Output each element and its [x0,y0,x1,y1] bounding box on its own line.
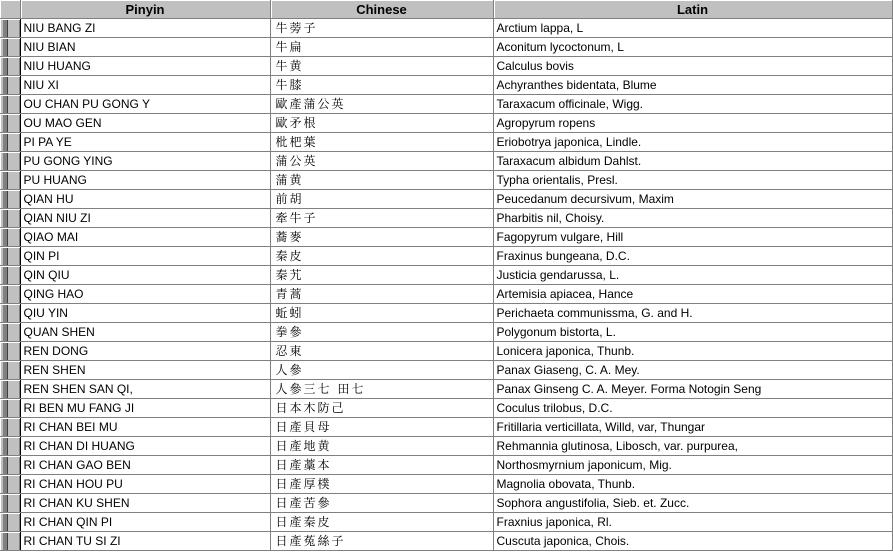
row-selector[interactable] [0,95,20,114]
cell-pinyin[interactable]: NIU BIAN [20,38,270,57]
cell-pinyin[interactable]: RI CHAN GAO BEN [20,456,270,475]
row-selector[interactable] [0,190,20,209]
cell-chinese[interactable]: 秦皮 [270,247,493,266]
row-selector[interactable] [0,171,20,190]
table-row[interactable] [0,38,892,57]
cell-pinyin[interactable]: RI CHAN DI HUANG [20,437,270,456]
row-selector[interactable] [0,475,20,494]
select-all-corner[interactable] [0,0,20,19]
row-selector-marker [3,172,8,189]
row-selector[interactable] [0,342,20,361]
cell-latin[interactable]: Aconitum lycoctonum, L [493,38,892,57]
cell-latin[interactable]: Cuscuta japonica, Chois. [493,532,892,551]
row-selector[interactable] [0,437,20,456]
header-row [0,0,892,19]
row-selector[interactable] [0,38,20,57]
row-selector-marker [3,134,8,151]
cell-chinese[interactable]: 歐產蒲公英 [270,95,493,114]
row-selector-marker [3,343,8,360]
table-row[interactable] [0,57,892,76]
row-selector-marker [3,533,8,550]
row-selector[interactable] [0,361,20,380]
cell-pinyin[interactable]: RI CHAN KU SHEN [20,494,270,513]
cell-chinese[interactable]: 牛黄 [270,57,493,76]
row-selector[interactable] [0,76,20,95]
cell-latin[interactable]: Fraxinus bungeana, D.C. [493,247,892,266]
table-row[interactable] [0,247,892,266]
cell-latin[interactable]: Typha orientalis, Presl. [493,171,892,190]
row-selector-marker [3,39,8,56]
cell-chinese[interactable]: 蕎麥 [270,228,493,247]
table-row[interactable] [0,304,892,323]
row-selector[interactable] [0,228,20,247]
table-row[interactable] [0,228,892,247]
cell-chinese[interactable]: 前胡 [270,190,493,209]
cell-chinese[interactable]: 歐矛根 [270,114,493,133]
row-selector-marker [3,495,8,512]
cell-latin[interactable]: Panax Ginseng C. A. Meyer. Forma Notogin Seng [493,380,892,399]
row-selector-marker [3,20,8,37]
table-row[interactable] [0,513,892,532]
cell-chinese[interactable]: 蚯蚓 [270,304,493,323]
row-selector-marker [3,438,8,455]
cell-pinyin[interactable]: RI BEN MU FANG JI [20,399,270,418]
cell-chinese[interactable]: 忍東 [270,342,493,361]
cell-latin[interactable]: Sophora angustifolia, Sieb. et. Zucc. [493,494,892,513]
cell-chinese[interactable]: 日產貝母 [270,418,493,437]
cell-latin[interactable]: Perichaeta communissma, G. and H. [493,304,892,323]
row-selector[interactable] [0,513,20,532]
table-row[interactable] [0,152,892,171]
cell-latin[interactable]: Artemisia apiacea, Hance [493,285,892,304]
cell-chinese[interactable]: 日產秦皮 [270,513,493,532]
row-selector-marker [3,77,8,94]
cell-chinese[interactable]: 日產厚樸 [270,475,493,494]
cell-chinese[interactable]: 人參 [270,361,493,380]
cell-pinyin[interactable]: OU MAO GEN [20,114,270,133]
table-row[interactable] [0,494,892,513]
cell-pinyin[interactable]: QIAN NIU ZI [20,209,270,228]
row-selector-marker [3,400,8,417]
row-selector[interactable] [0,19,20,38]
row-selector-marker [3,381,8,398]
cell-pinyin[interactable]: QIN QIU [20,266,270,285]
cell-latin[interactable]: Achyranthes bidentata, Blume [493,76,892,95]
row-selector[interactable] [0,209,20,228]
cell-chinese[interactable]: 日產菟絲子 [270,532,493,551]
row-selector-marker [3,419,8,436]
cell-latin[interactable]: Coculus trilobus, D.C. [493,399,892,418]
table-row[interactable] [0,266,892,285]
cell-latin[interactable]: Calculus bovis [493,57,892,76]
table-row[interactable] [0,190,892,209]
cell-pinyin[interactable]: NIU HUANG [20,57,270,76]
table-row[interactable] [0,399,892,418]
cell-latin[interactable]: Arctium lappa, L [493,19,892,38]
row-selector-marker [3,115,8,132]
cell-chinese[interactable]: 日本木防己 [270,399,493,418]
cell-pinyin[interactable]: RI CHAN BEI MU [20,418,270,437]
cell-pinyin[interactable]: NIU BANG ZI [20,19,270,38]
row-selector-marker [3,286,8,303]
cell-latin[interactable]: Peucedanum decursivum, Maxim [493,190,892,209]
cell-pinyin[interactable]: RI CHAN HOU PU [20,475,270,494]
row-selector[interactable] [0,304,20,323]
row-selector-marker [3,248,8,265]
table-row[interactable] [0,133,892,152]
cell-latin[interactable]: Pharbitis nil, Choisy. [493,209,892,228]
cell-pinyin[interactable]: OU CHAN PU GONG Y [20,95,270,114]
cell-latin[interactable]: Panax Giaseng, C. A. Mey. [493,361,892,380]
row-selector-marker [3,324,8,341]
row-selector-marker [3,305,8,322]
cell-chinese[interactable]: 日產苦參 [270,494,493,513]
row-selector-marker [3,267,8,284]
cell-pinyin[interactable]: RI CHAN TU SI ZI [20,532,270,551]
row-selector-marker [3,58,8,75]
cell-chinese[interactable]: 蒲公英 [270,152,493,171]
cell-pinyin[interactable]: NIU XI [20,76,270,95]
cell-latin[interactable]: Magnolia obovata, Thunb. [493,475,892,494]
row-selector[interactable] [0,152,20,171]
cell-latin[interactable]: Justicia gendarussa, L. [493,266,892,285]
cell-latin[interactable]: Taraxacum albidum Dahlst. [493,152,892,171]
cell-chinese[interactable]: 牽牛子 [270,209,493,228]
cell-chinese[interactable]: 蒲黄 [270,171,493,190]
table-row[interactable] [0,114,892,133]
cell-chinese[interactable]: 牛蒡子 [270,19,493,38]
cell-pinyin[interactable]: RI CHAN QIN PI [20,513,270,532]
row-selector[interactable] [0,399,20,418]
table-row[interactable] [0,418,892,437]
column-header-chinese[interactable]: Chinese [270,0,493,19]
cell-latin[interactable]: Fritillaria verticillata, Willd, var, Thungar [493,418,892,437]
table-row[interactable] [0,456,892,475]
table-row[interactable] [0,19,892,38]
row-selector[interactable] [0,532,20,551]
table-row[interactable] [0,323,892,342]
cell-pinyin[interactable]: REN SHEN [20,361,270,380]
cell-chinese[interactable]: 日產藁本 [270,456,493,475]
row-selector[interactable] [0,114,20,133]
cell-latin[interactable]: Fagopyrum vulgare, Hill [493,228,892,247]
cell-chinese[interactable]: 牛扁 [270,38,493,57]
row-selector-marker [3,96,8,113]
row-selector[interactable] [0,418,20,437]
row-selector[interactable] [0,380,20,399]
row-selector[interactable] [0,133,20,152]
cell-latin[interactable]: Polygonum bistorta, L. [493,323,892,342]
cell-chinese[interactable]: 牛膝 [270,76,493,95]
cell-chinese[interactable]: 枇杷葉 [270,133,493,152]
row-selector[interactable] [0,266,20,285]
row-selector-marker [3,514,8,531]
cell-pinyin[interactable]: QIAN HU [20,190,270,209]
cell-pinyin[interactable]: PU HUANG [20,171,270,190]
column-header-pinyin[interactable]: Pinyin [20,0,270,19]
cell-pinyin[interactable]: QIN PI [20,247,270,266]
table-row[interactable] [0,475,892,494]
row-selector[interactable] [0,247,20,266]
row-selector-marker [3,153,8,170]
cell-chinese[interactable]: 青蒿 [270,285,493,304]
cell-latin[interactable]: Rehmannia glutinosa, Libosch, var. purpurea, [493,437,892,456]
row-selector-marker [3,362,8,379]
table-row[interactable] [0,437,892,456]
row-selector[interactable] [0,285,20,304]
table-row[interactable] [0,76,892,95]
cell-pinyin[interactable]: PU GONG YING [20,152,270,171]
cell-latin[interactable]: Taraxacum officinale, Wigg. [493,95,892,114]
table-row[interactable] [0,361,892,380]
table-row[interactable] [0,95,892,114]
cell-chinese[interactable]: 人參三七 田七 [270,380,493,399]
row-selector-marker [3,229,8,246]
table-row[interactable] [0,285,892,304]
row-selector-marker [3,476,8,493]
row-selector-marker [3,210,8,227]
table-row[interactable] [0,209,892,228]
row-selector-marker [3,191,8,208]
cell-latin[interactable]: Lonicera japonica, Thunb. [493,342,892,361]
cell-pinyin[interactable]: QIAO MAI [20,228,270,247]
cell-pinyin[interactable]: REN DONG [20,342,270,361]
row-selector[interactable] [0,57,20,76]
cell-latin[interactable]: Agropyrum ropens [493,114,892,133]
row-selector[interactable] [0,323,20,342]
cell-chinese[interactable]: 日產地黄 [270,437,493,456]
cell-pinyin[interactable]: PI PA YE [20,133,270,152]
table-row[interactable] [0,342,892,361]
cell-latin[interactable]: Northosmyrnium japonicum, Mig. [493,456,892,475]
table-row[interactable] [0,171,892,190]
cell-latin[interactable]: Fraxnius japonica, Rl. [493,513,892,532]
cell-pinyin[interactable]: QING HAO [20,285,270,304]
row-selector-marker [3,457,8,474]
cell-chinese[interactable]: 拳參 [270,323,493,342]
row-selector[interactable] [0,494,20,513]
cell-latin[interactable]: Eriobotrya japonica, Lindle. [493,133,892,152]
table-row[interactable] [0,532,892,551]
column-header-latin[interactable]: Latin [493,0,892,19]
table-row[interactable] [0,380,892,399]
row-selector[interactable] [0,456,20,475]
cell-pinyin[interactable]: QUAN SHEN [20,323,270,342]
cell-pinyin[interactable]: REN SHEN SAN QI, [20,380,270,399]
cell-pinyin[interactable]: QIU YIN [20,304,270,323]
cell-chinese[interactable]: 秦艽 [270,266,493,285]
